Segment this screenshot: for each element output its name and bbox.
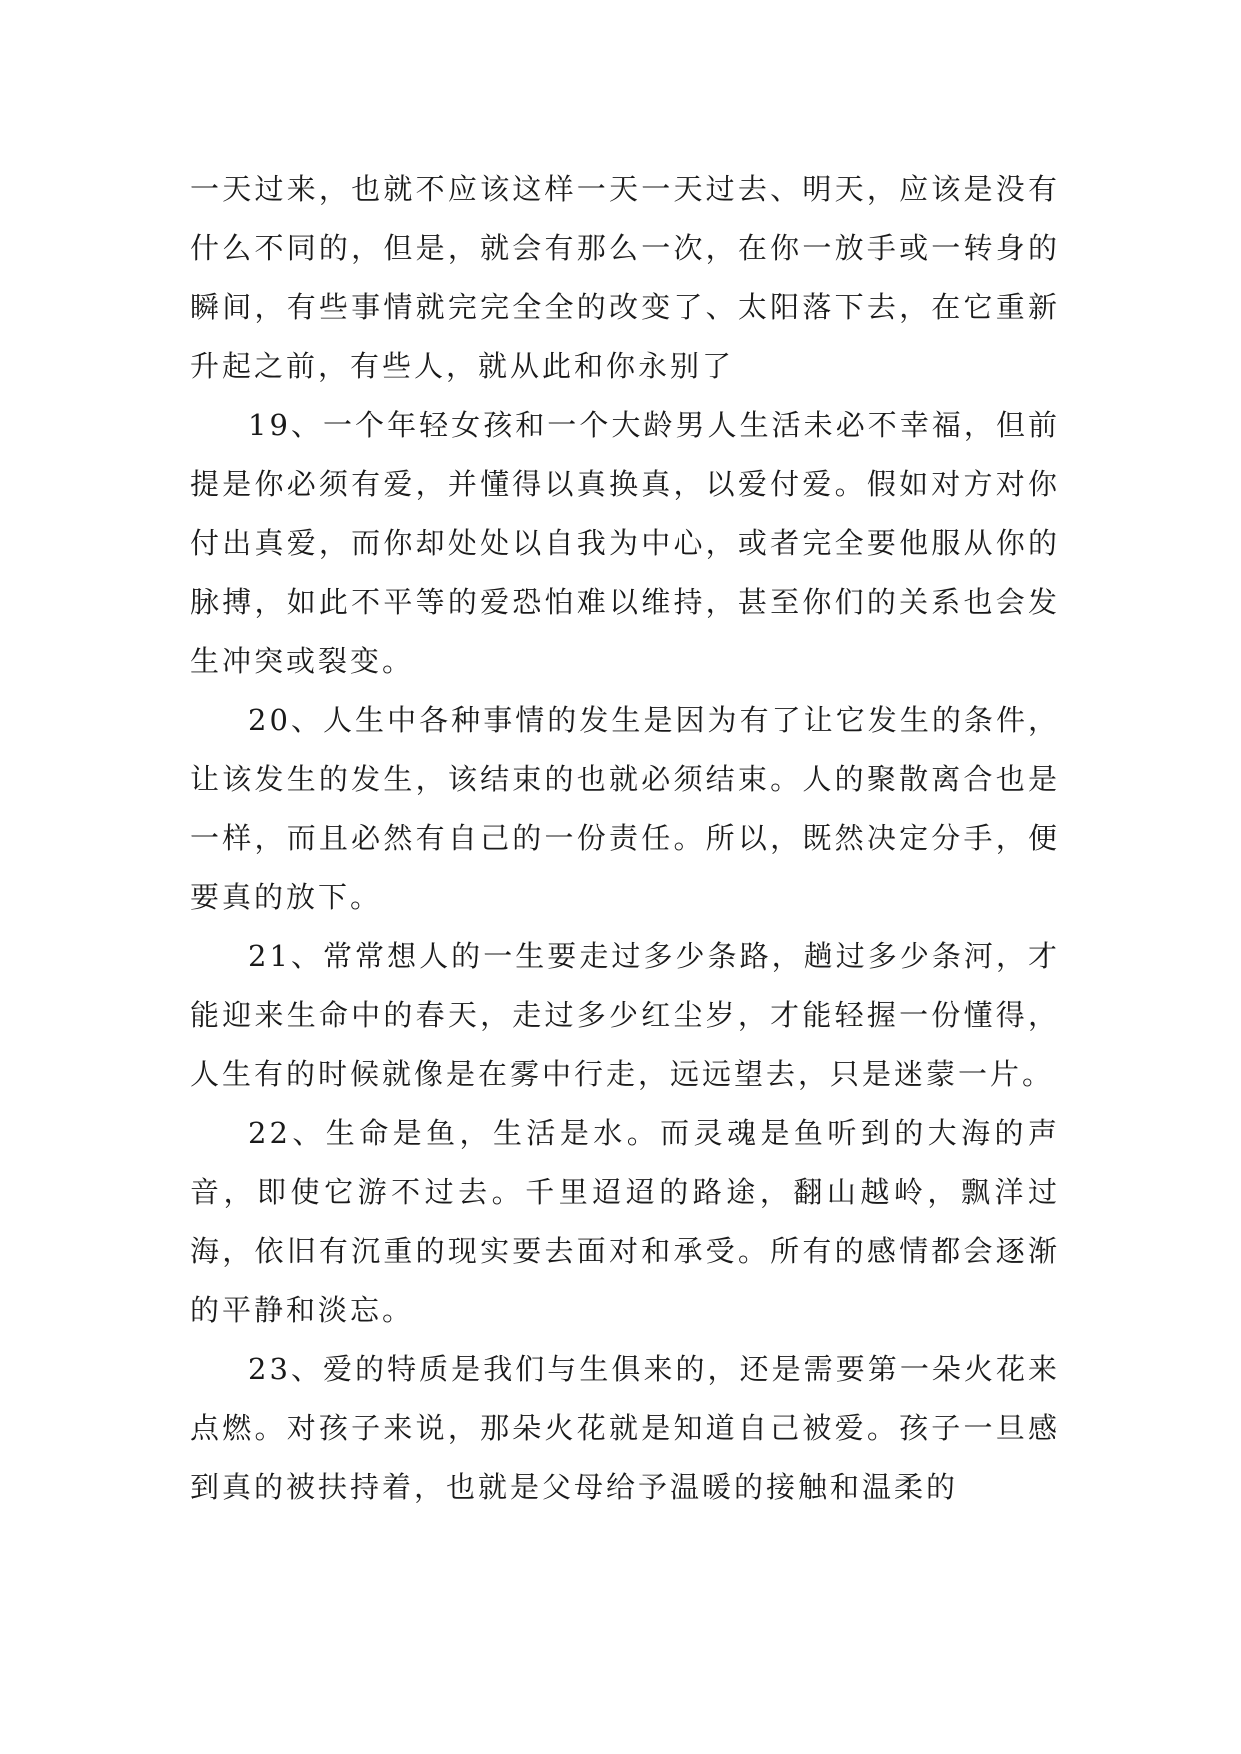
paragraph-19: 19、一个年轻女孩和一个大龄男人生活未必不幸福，但前提是你必须有爱，并懂得以真换真，以爱付爱。假如对方对你付出真爱，而你却处处以自我为中心，或者完全要他服从你的脉搏，如此不平等的爱恐怕难以维持，甚至你们的关系也会发生冲突或裂变。 — [190, 408, 1060, 678]
paragraph-23: 23、爱的特质是我们与生俱来的，还是需要第一朵火花来点燃。对孩子来说，那朵火花就是知道自己被爱。孩子一旦感到真的被扶持着，也就是父母给予温暖的接触和温柔的 — [190, 1352, 1060, 1504]
document-body — [190, 160, 1060, 1517]
paragraph-21: 21、常常想人的一生要走过多少条路，趟过多少条河，才能迎来生命中的春天，走过多少红尘岁，才能轻握一份懂得，人生有的时候就像是在雾中行走，远远望去，只是迷蒙一片。 — [190, 939, 1060, 1091]
paragraph-22: 22、生命是鱼，生活是水。而灵魂是鱼听到的大海的声音，即使它游不过去。千里迢迢的路途，翻山越岭，飘洋过海，依旧有沉重的现实要去面对和承受。所有的感情都会逐渐的平静和淡忘。 — [190, 1116, 1060, 1327]
paragraph-20: 20、人生中各种事情的发生是因为有了让它发生的条件，让该发生的发生，该结束的也就必须结束。人的聚散离合也是一样，而且必然有自己的一份责任。所以，既然决定分手，便要真的放下。 — [190, 703, 1060, 914]
paragraph-continuation: 一天过来，也就不应该这样一天一天过去、明天，应该是没有什么不同的，但是，就会有那么一次，在你一放手或一转身的瞬间，有些事情就完完全全的改变了、太阳落下去，在它重新升起之前，有些人，就从此和你永别了 — [190, 172, 1060, 383]
